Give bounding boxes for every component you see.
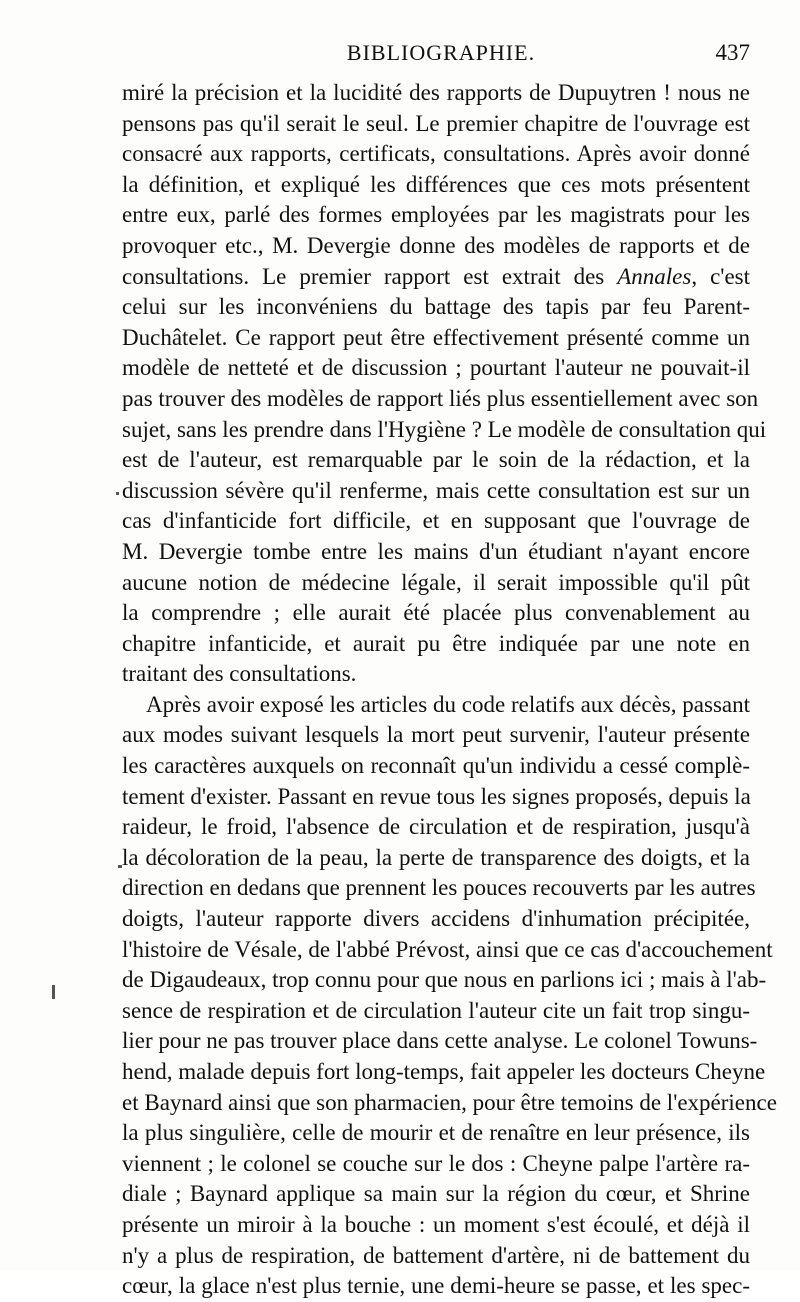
text-line: entre eux, parlé des formes employées par les magistrats pour les	[122, 202, 750, 228]
text-line: modèle de netteté et de discussion ; pourtant l'auteur ne pouvait-il	[122, 355, 750, 381]
text-line: cas d'infanticide fort difficile, et en supposant que l'ouvrage de	[122, 508, 750, 534]
journal-title: Annales	[617, 263, 692, 289]
text-line: cœur, la glace n'est plus ternie, une demi-heure se passe, et les spec-	[122, 1273, 750, 1299]
text-line: diale ; Baynard applique sa main sur la région du cœur, et Shrine	[122, 1181, 750, 1207]
text-line: Après avoir exposé les articles du code relatifs aux décès, passant	[146, 691, 750, 717]
text-line: discussion sévère qu'il renferme, mais cette consultation est sur un	[122, 477, 750, 503]
text-line: consultations. Le premier rapport est extrait des Annales, c'est	[122, 263, 750, 289]
page-header	[122, 40, 760, 70]
text-line: consacré aux rapports, certificats, consultations. Après avoir donné	[122, 141, 750, 167]
text-line: sujet, sans les prendre dans l'Hygiène ? Le modèle de consultation qui	[122, 416, 767, 442]
text-line: doigts, l'auteur rapporte divers accidens d'inhumation précipitée,	[122, 906, 750, 932]
text-line: la décoloration de la peau, la perte de transparence des doigts, et la	[122, 844, 750, 870]
text-line: tement d'exister. Passant en revue tous les signes proposés, depuis la	[122, 783, 751, 809]
text-line: l'histoire de Vésale, de l'abbé Prévost, ainsi que ce cas d'accouchement	[122, 936, 773, 962]
text-line: n'y a plus de respiration, de battement d'artère, ni de battement du	[122, 1242, 750, 1268]
text-line: de Digaudeaux, trop connu pour que nous en parlions ici ; mais à l'ab-	[122, 967, 767, 993]
body-text	[122, 78, 777, 1302]
text-line: chapitre infanticide, et aurait pu être indiquée par une note en	[122, 630, 750, 656]
text-line: sence de respiration et de circulation l'auteur cite un fait trop singu-	[122, 997, 750, 1023]
text-line: provoquer etc., M. Devergie donne des modèles de rapports et de	[122, 232, 750, 258]
text-line: direction en dedans que prennent les pouces recouverts par les autres	[122, 875, 756, 901]
margin-speck	[118, 865, 122, 868]
text-line: et Baynard ainsi que son pharmacien, pour être temoins de l'expérience	[122, 1089, 777, 1115]
text-line: miré la précision et la lucidité des rapports de Dupuytren ! nous ne	[122, 80, 750, 105]
margin-speck	[116, 492, 119, 495]
text-line: raideur, le froid, l'absence de circulation et de respiration, jusqu'à	[122, 814, 750, 840]
text-line: celui sur les inconvéniens du battage des tapis par feu Parent-	[122, 294, 750, 320]
text-line: viennent ; le colonel se couche sur le dos : Cheyne palpe l'artère ra-	[122, 1150, 750, 1176]
text-line: traitant des consultations.	[122, 661, 357, 687]
text-line: est de l'auteur, est remarquable par le soin de la rédaction, et la	[122, 447, 750, 473]
text-line: présente un miroir à la bouche : un moment s'est écoulé, et déjà il	[122, 1211, 750, 1237]
text-line: les caractères auxquels on reconnaît qu'un individu a cessé complè-	[122, 753, 750, 779]
text-line: M. Devergie tombe entre les mains d'un étudiant n'ayant encore	[122, 538, 750, 564]
text-line: lier pour ne pas trouver place dans cette analyse. Le colonel Towuns-	[122, 1028, 758, 1054]
text-line: pas trouver des modèles de rapport liés plus essentiellement avec son	[122, 385, 759, 411]
text-line: Duchâtelet. Ce rapport peut être effectivement présenté comme un	[122, 324, 750, 350]
margin-mark	[52, 985, 55, 999]
page-number: 437	[715, 40, 750, 65]
text-line: pensons pas qu'il serait le seul. Le premier chapitre de l'ouvrage est	[122, 110, 750, 136]
running-title: BIBLIOGRAPHIE.	[346, 40, 536, 65]
text-line: la comprendre ; elle aurait été placée plus convenablement au	[122, 600, 750, 626]
text-line: la définition, et expliqué les différences que ces mots présentent	[122, 171, 750, 197]
text-line: aux modes suivant lesquels la mort peut survenir, l'auteur présente	[122, 722, 750, 748]
text-line: hend, malade depuis fort long-temps, fait appeler les docteurs Cheyne	[122, 1059, 766, 1084]
text-line: la plus singulière, celle de mourir et de renaître en leur présence, ils	[122, 1120, 750, 1146]
text-line: aucune notion de médecine légale, il serait impossible qu'il pût	[122, 569, 750, 595]
